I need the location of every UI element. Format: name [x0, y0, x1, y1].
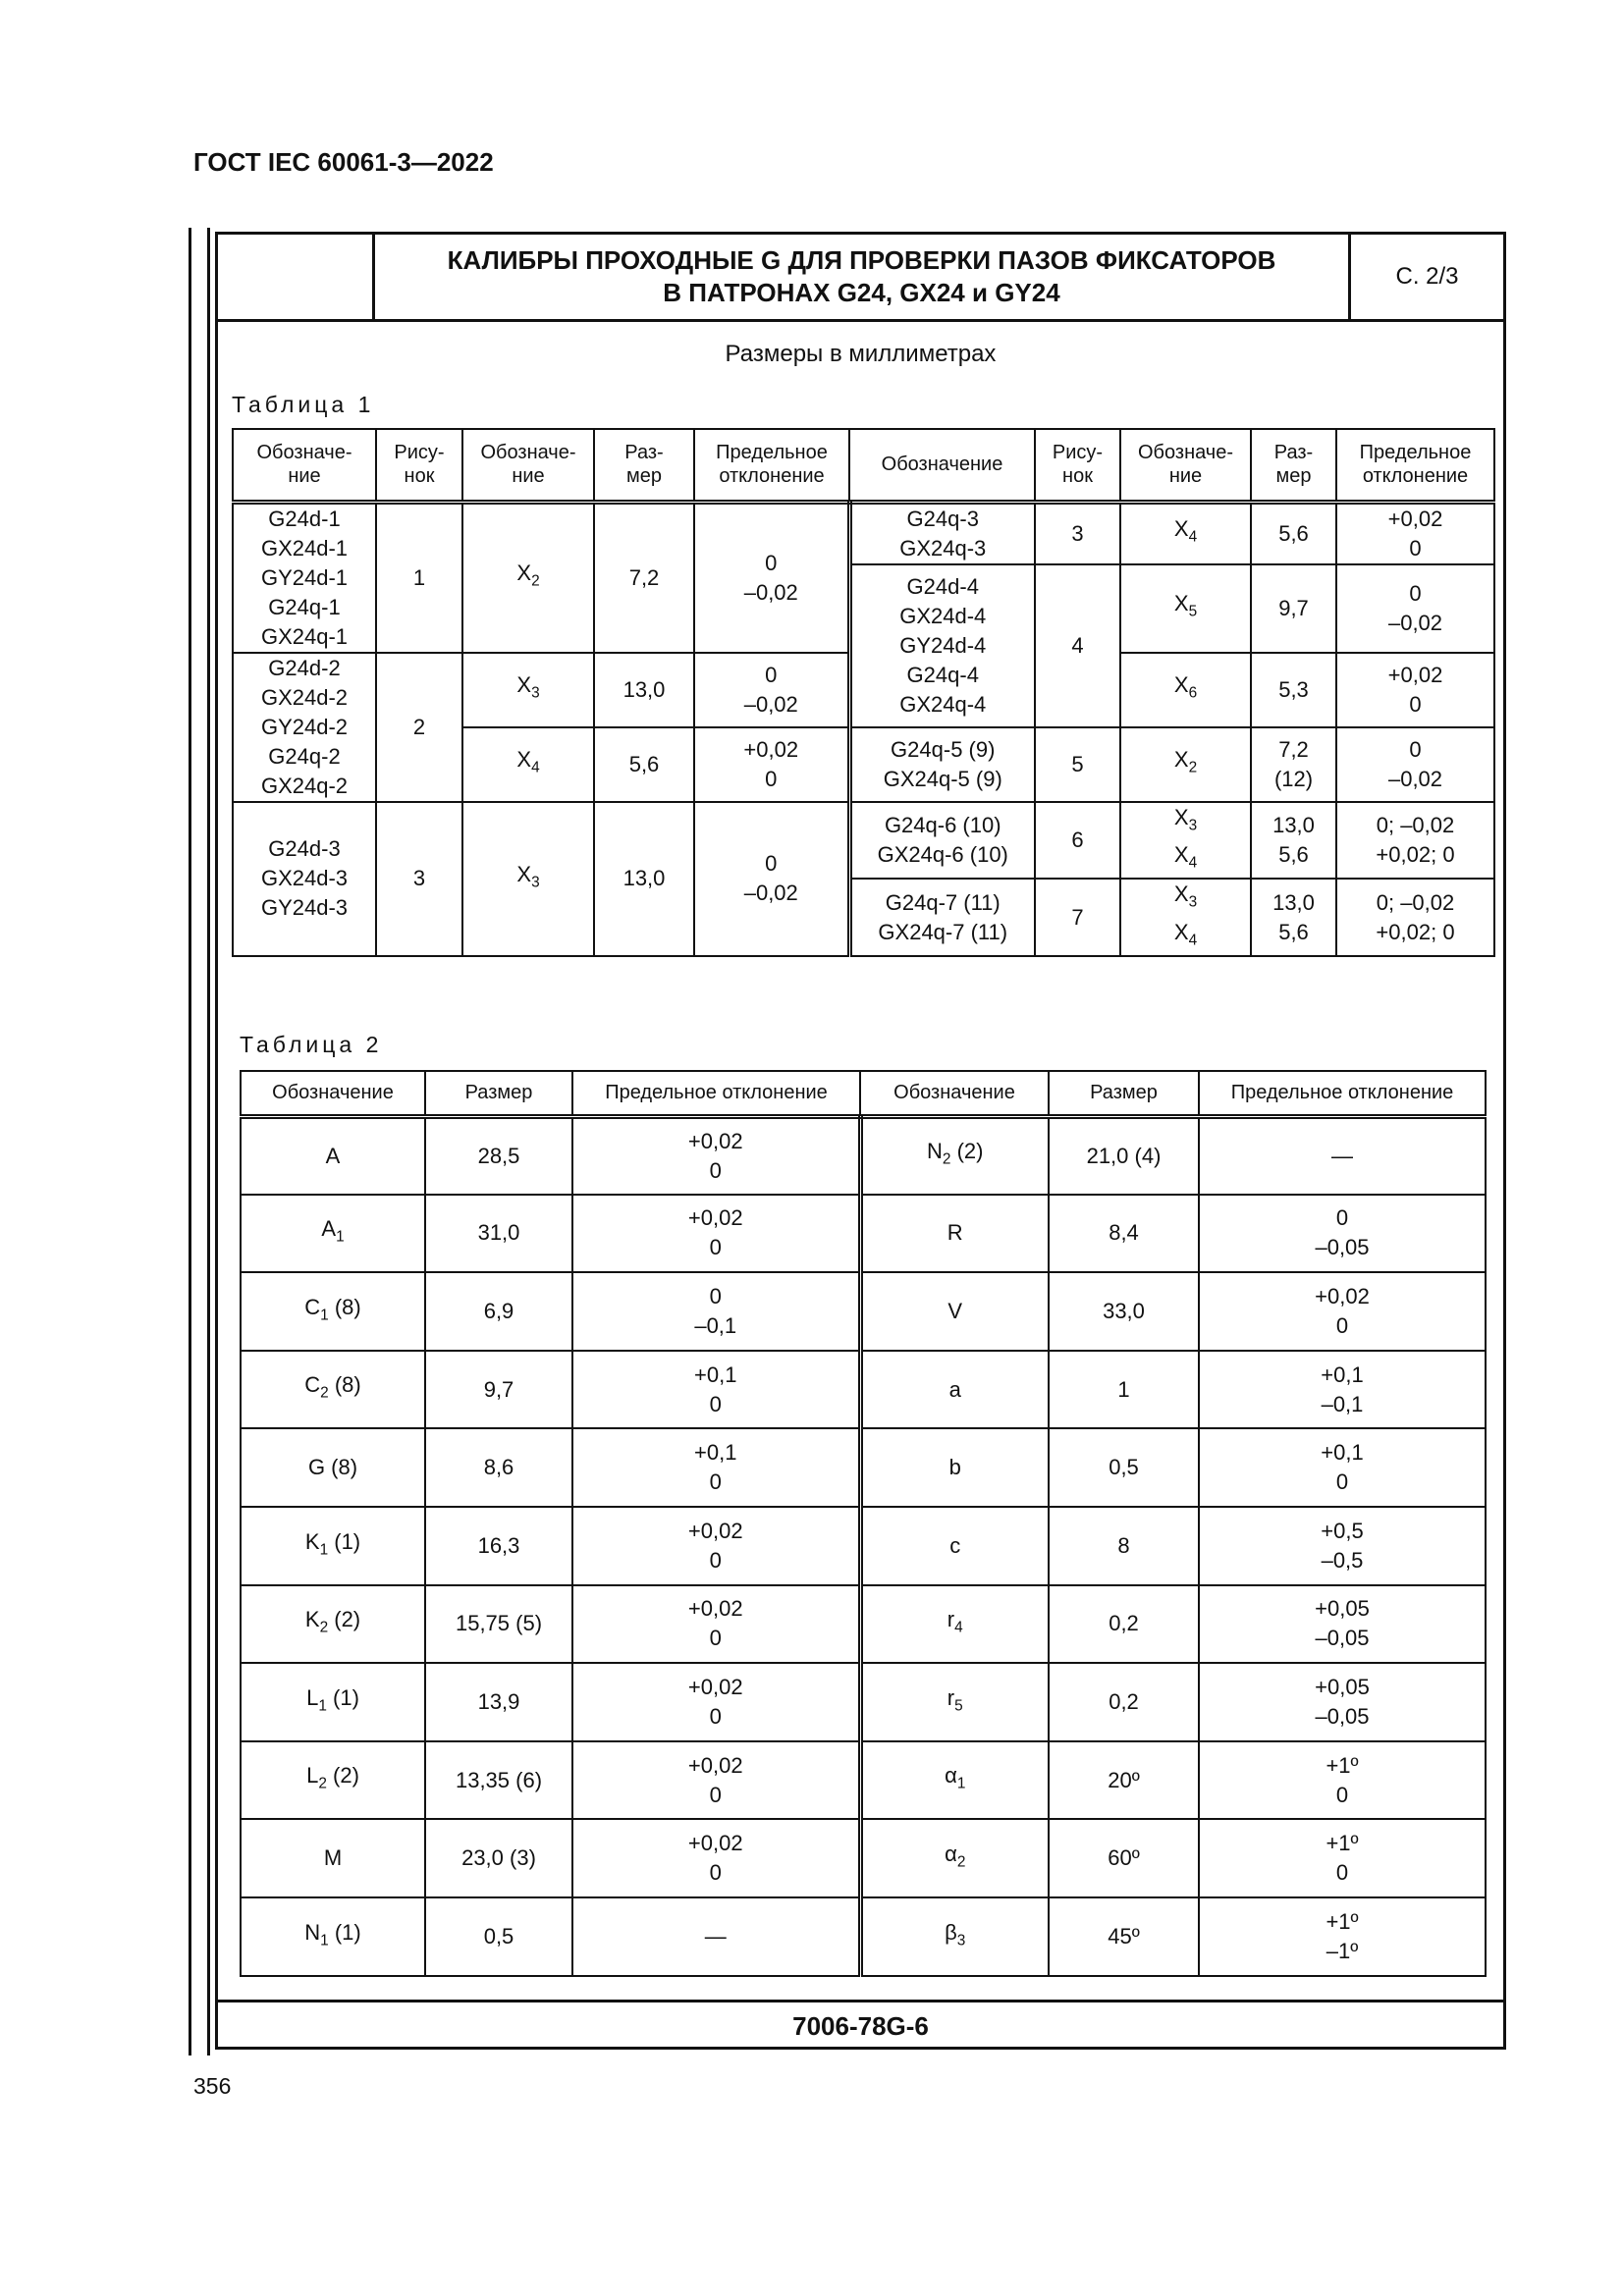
table-row	[241, 1195, 1486, 1273]
table-header-cell: Обозначение	[860, 1071, 1049, 1116]
size-cell: 60º	[1049, 1819, 1199, 1897]
designation-cell: G24d-3 GX24d-3 GY24d-3	[233, 802, 376, 957]
table-cell: +0,02 0	[1336, 653, 1494, 727]
table-cell: 7,2 (12)	[1251, 727, 1336, 802]
designation-cell: $\alpha_1$	[860, 1741, 1049, 1820]
designation-cell: G24q-5 (9) GX24q-5 (9)	[849, 727, 1035, 802]
designation-cell: b	[860, 1428, 1049, 1507]
table-header-cell: Рису- нок	[1035, 429, 1120, 502]
sheet-title: КАЛИБРЫ ПРОХОДНЫЕ G ДЛЯ ПРОВЕРКИ ПАЗОВ ФИКСАТОРОВ В ПАТРОНАХ G24, GX24 и GY24	[375, 235, 1351, 319]
size-cell: 9,7	[425, 1351, 572, 1429]
tolerance-cell: +0,1 0	[1199, 1428, 1486, 1507]
table-header-cell: Обозначе- ние	[233, 429, 376, 502]
designation-cell: $C_2$ (8)	[241, 1351, 425, 1429]
size-cell: 21,0 (4)	[1049, 1116, 1199, 1195]
table-cell: 0; –0,02 +0,02; 0	[1336, 879, 1494, 956]
tolerance-cell: +0,02 0	[572, 1663, 860, 1741]
table-cell: +0,02 0	[694, 727, 849, 802]
table-cell: $X_3$ $X_4$	[1120, 879, 1251, 956]
table-cell: 0 –0,02	[694, 802, 849, 957]
size-cell: 16,3	[425, 1507, 572, 1585]
size-cell: 28,5	[425, 1116, 572, 1195]
designation-cell: $K_1$ (1)	[241, 1507, 425, 1585]
table-cell: $X_3$	[462, 802, 594, 957]
designation-cell: R	[860, 1195, 1049, 1273]
table-cell: $X_4$	[1120, 502, 1251, 564]
tolerance-cell: —	[1199, 1116, 1486, 1195]
size-cell: 33,0	[1049, 1272, 1199, 1351]
table-2	[240, 1070, 1487, 1977]
document-header: ГОСТ IEC 60061-3—2022	[193, 147, 494, 177]
table-row	[241, 1507, 1486, 1585]
table-header-cell: Обозначение	[241, 1071, 425, 1116]
table-cell: 0 –0,02	[694, 502, 849, 653]
sheet-number: С. 2/3	[1395, 263, 1459, 290]
units-note: Размеры в миллиметрах	[725, 341, 997, 367]
tolerance-cell: +0,5 –0,5	[1199, 1507, 1486, 1585]
tolerance-cell: +0,02 0	[572, 1585, 860, 1664]
table-row	[241, 1585, 1486, 1664]
table-cell: 13,0 5,6	[1251, 802, 1336, 880]
tolerance-cell: +0,05 –0,05	[1199, 1585, 1486, 1664]
table-cell: 9,7	[1251, 564, 1336, 653]
table-row	[241, 1819, 1486, 1897]
table-header-cell: Предельное отклонение	[1199, 1071, 1486, 1116]
footer-code: 7006-78G-6	[792, 2010, 929, 2041]
figure-cell: 1	[376, 502, 462, 653]
table-cell: 0; –0,02 +0,02; 0	[1336, 802, 1494, 880]
size-cell: 0,2	[1049, 1663, 1199, 1741]
table-row	[241, 1428, 1486, 1507]
table-header-cell: Обозначе- ние	[1120, 429, 1251, 502]
table-header-cell: Размер	[1049, 1071, 1199, 1116]
tolerance-cell: +0,1 –0,1	[1199, 1351, 1486, 1429]
designation-cell: $K_2$ (2)	[241, 1585, 425, 1664]
tolerance-cell: +0,05 –0,05	[1199, 1663, 1486, 1741]
table-row	[241, 1663, 1486, 1741]
figure-cell: 3	[376, 802, 462, 957]
table-cell: 13,0 5,6	[1251, 879, 1336, 956]
figure-cell: 5	[1035, 727, 1120, 802]
table-cell: $X_3$	[462, 653, 594, 727]
tolerance-cell: +1º –1º	[1199, 1897, 1486, 1976]
designation-cell: $r_5$	[860, 1663, 1049, 1741]
size-cell: 13,9	[425, 1663, 572, 1741]
tolerance-cell: 0 –0,1	[572, 1272, 860, 1351]
designation-cell: G24q-3 GX24q-3	[849, 502, 1035, 564]
designation-cell: $\beta_3$	[860, 1897, 1049, 1976]
size-cell: 0,5	[425, 1897, 572, 1976]
size-cell: 13,35 (6)	[425, 1741, 572, 1820]
designation-cell: G24q-6 (10) GX24q-6 (10)	[849, 802, 1035, 880]
table-cell: $X_5$	[1120, 564, 1251, 653]
table-row	[233, 802, 1494, 880]
tolerance-cell: +1º 0	[1199, 1819, 1486, 1897]
designation-cell: $A_1$	[241, 1195, 425, 1273]
sheet-frame	[215, 232, 1506, 2050]
figure-cell: 6	[1035, 802, 1120, 880]
table-row	[241, 1351, 1486, 1429]
table1-caption: Таблица 1	[232, 392, 375, 417]
table-header-cell: Предельное отклонение	[1336, 429, 1494, 502]
size-cell: 31,0	[425, 1195, 572, 1273]
designation-cell: V	[860, 1272, 1049, 1351]
tolerance-cell: +0,02 0	[572, 1741, 860, 1820]
designation-cell: G24d-2 GX24d-2 GY24d-2 G24q-2 GX24q-2	[233, 653, 376, 802]
table-row	[241, 1741, 1486, 1820]
table-cell: $X_2$	[462, 502, 594, 653]
designation-cell: a	[860, 1351, 1049, 1429]
table-header-cell: Предельное отклонение	[694, 429, 849, 502]
designation-cell: c	[860, 1507, 1049, 1585]
designation-cell: M	[241, 1819, 425, 1897]
size-cell: 8,6	[425, 1428, 572, 1507]
designation-cell: G24d-4 GX24d-4 GY24d-4 G24q-4 GX24q-4	[849, 564, 1035, 727]
table-header-cell: Раз- мер	[594, 429, 694, 502]
tolerance-cell: +0,1 0	[572, 1428, 860, 1507]
size-cell: 1	[1049, 1351, 1199, 1429]
designation-cell: $\alpha_2$	[860, 1819, 1049, 1897]
table-cell: 5,6	[594, 727, 694, 802]
size-cell: 45º	[1049, 1897, 1199, 1976]
designation-cell: G24d-1 GX24d-1 GY24d-1 G24q-1 GX24q-1	[233, 502, 376, 653]
tolerance-cell: +0,02 0	[572, 1507, 860, 1585]
designation-cell: A	[241, 1116, 425, 1195]
table-row	[241, 1272, 1486, 1351]
designation-cell: $C_1$ (8)	[241, 1272, 425, 1351]
table-cell: 0 –0,02	[1336, 727, 1494, 802]
designation-cell: G (8)	[241, 1428, 425, 1507]
size-cell: 20º	[1049, 1741, 1199, 1820]
tolerance-cell: +0,1 0	[572, 1351, 860, 1429]
table-row	[241, 1897, 1486, 1976]
table-header-cell: Предельное отклонение	[572, 1071, 860, 1116]
table-cell: +0,02 0	[1336, 502, 1494, 564]
margin-double-line	[189, 228, 210, 2056]
size-cell: 0,5	[1049, 1428, 1199, 1507]
designation-cell: $r_4$	[860, 1585, 1049, 1664]
table-header-cell: Обозначе- ние	[462, 429, 594, 502]
designation-cell: $N_2$ (2)	[860, 1116, 1049, 1195]
size-cell: 6,9	[425, 1272, 572, 1351]
table-1	[232, 428, 1495, 957]
tolerance-cell: —	[572, 1897, 860, 1976]
tolerance-cell: 0 –0,05	[1199, 1195, 1486, 1273]
table-header-cell: Рису- нок	[376, 429, 462, 502]
table-cell: $X_3$ $X_4$	[1120, 802, 1251, 880]
size-cell: 15,75 (5)	[425, 1585, 572, 1664]
table-header-cell: Раз- мер	[1251, 429, 1336, 502]
tolerance-cell: +0,02 0	[572, 1116, 860, 1195]
figure-cell: 4	[1035, 564, 1120, 727]
figure-cell: 7	[1035, 879, 1120, 956]
designation-cell: $L_2$ (2)	[241, 1741, 425, 1820]
table-header-cell: Размер	[425, 1071, 572, 1116]
table-cell: 13,0	[594, 653, 694, 727]
table-cell: $X_6$	[1120, 653, 1251, 727]
table-cell: 5,3	[1251, 653, 1336, 727]
size-cell: 8,4	[1049, 1195, 1199, 1273]
tolerance-cell: +0,02 0	[572, 1819, 860, 1897]
size-cell: 0,2	[1049, 1585, 1199, 1664]
title-block	[218, 235, 1503, 322]
size-cell: 23,0 (3)	[425, 1819, 572, 1897]
size-cell: 8	[1049, 1507, 1199, 1585]
table-cell: 0 –0,02	[1336, 564, 1494, 653]
table-cell: 13,0	[594, 802, 694, 957]
table-cell: 0 –0,02	[694, 653, 849, 727]
table2-caption: Таблица 2	[240, 1032, 383, 1057]
designation-cell: $L_1$ (1)	[241, 1663, 425, 1741]
figure-cell: 3	[1035, 502, 1120, 564]
table-row	[241, 1116, 1486, 1195]
table-cell: 5,6	[1251, 502, 1336, 564]
table-row	[233, 502, 1494, 564]
designation-cell: $N_1$ (1)	[241, 1897, 425, 1976]
table-cell: $X_2$	[1120, 727, 1251, 802]
tolerance-cell: +0,02 0	[1199, 1272, 1486, 1351]
page-number: 356	[193, 2073, 232, 2099]
table-cell: 7,2	[594, 502, 694, 653]
figure-cell: 2	[376, 653, 462, 802]
designation-cell: G24q-7 (11) GX24q-7 (11)	[849, 879, 1035, 956]
tolerance-cell: +1º 0	[1199, 1741, 1486, 1820]
tolerance-cell: +0,02 0	[572, 1195, 860, 1273]
table-header-cell: Обозначение	[849, 429, 1035, 502]
table-cell: $X_4$	[462, 727, 594, 802]
